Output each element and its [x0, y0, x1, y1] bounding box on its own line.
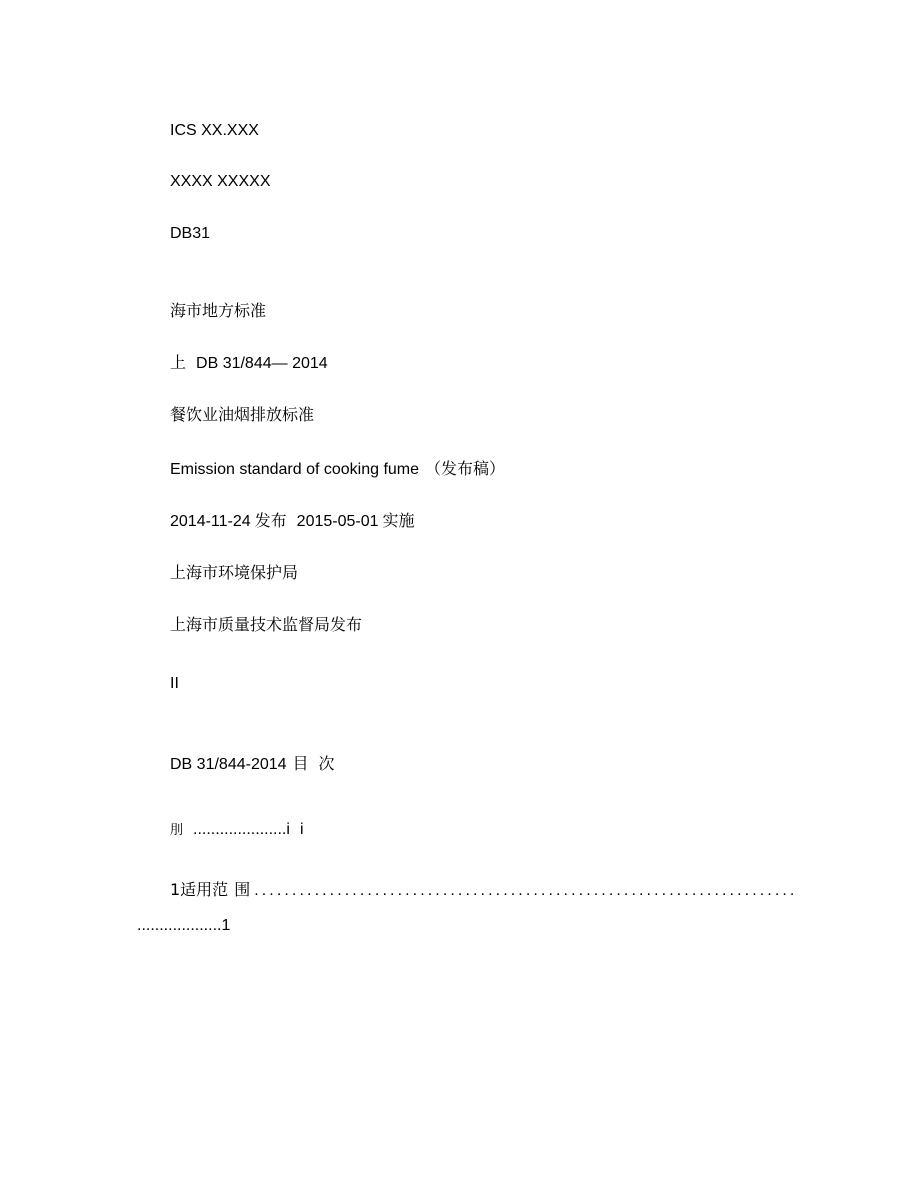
implement-label: 实施 — [382, 511, 415, 530]
standard-title-en-line — [170, 459, 505, 480]
dates-line — [170, 511, 415, 532]
toc-item-1-page: 1 — [221, 917, 231, 934]
toc-item-1-label: 1适用范 — [170, 880, 229, 899]
standard-prefix: 上 — [170, 353, 187, 372]
toc-foreword-dots: ..................... — [193, 821, 287, 838]
page-number-roman: II — [170, 675, 179, 692]
standard-number-line — [170, 353, 328, 374]
toc-foreword-label: 刖 — [170, 823, 184, 838]
toc-item-1-dots: ........................................................................ — [254, 882, 798, 899]
db-label: DB31 — [170, 225, 211, 242]
publish-label: 发布 — [254, 511, 287, 530]
toc-item-1-label-tail: 围 — [234, 880, 251, 899]
toc-header-mu: 目 — [292, 754, 309, 773]
toc-item-1-line — [170, 880, 797, 901]
standard-title-cn: 餐饮业油烟排放标准 — [170, 405, 315, 424]
issuer-environment-bureau: 上海市环境保护局 — [170, 563, 299, 582]
toc-item-1-continuation — [137, 916, 230, 936]
toc-item-1-cont-dots: ................... — [137, 917, 222, 934]
toc-foreword-page-b: i — [299, 821, 304, 838]
ics-code: ICS XX.XXX — [170, 122, 259, 139]
toc-header — [170, 754, 335, 775]
publish-date: 2014-11-24 — [170, 513, 251, 530]
local-standard-label: 海市地方标准 — [170, 301, 267, 320]
toc-header-code: DB 31/844-2014 — [170, 756, 287, 773]
standard-number: DB 31/844— 2014 — [196, 355, 328, 372]
toc-foreword-line — [170, 820, 304, 841]
standard-title-en: Emission standard of cooking fume — [170, 461, 420, 478]
classification-code: XXXX XXXXX — [170, 173, 271, 190]
issuer-quality-bureau: 上海市质量技术监督局发布 — [170, 615, 363, 634]
draft-note: （发布稿） — [425, 459, 506, 478]
toc-header-ci: 次 — [318, 754, 335, 773]
implement-date: 2015-05-01 — [296, 513, 379, 530]
toc-foreword-page-a: i — [286, 821, 290, 838]
